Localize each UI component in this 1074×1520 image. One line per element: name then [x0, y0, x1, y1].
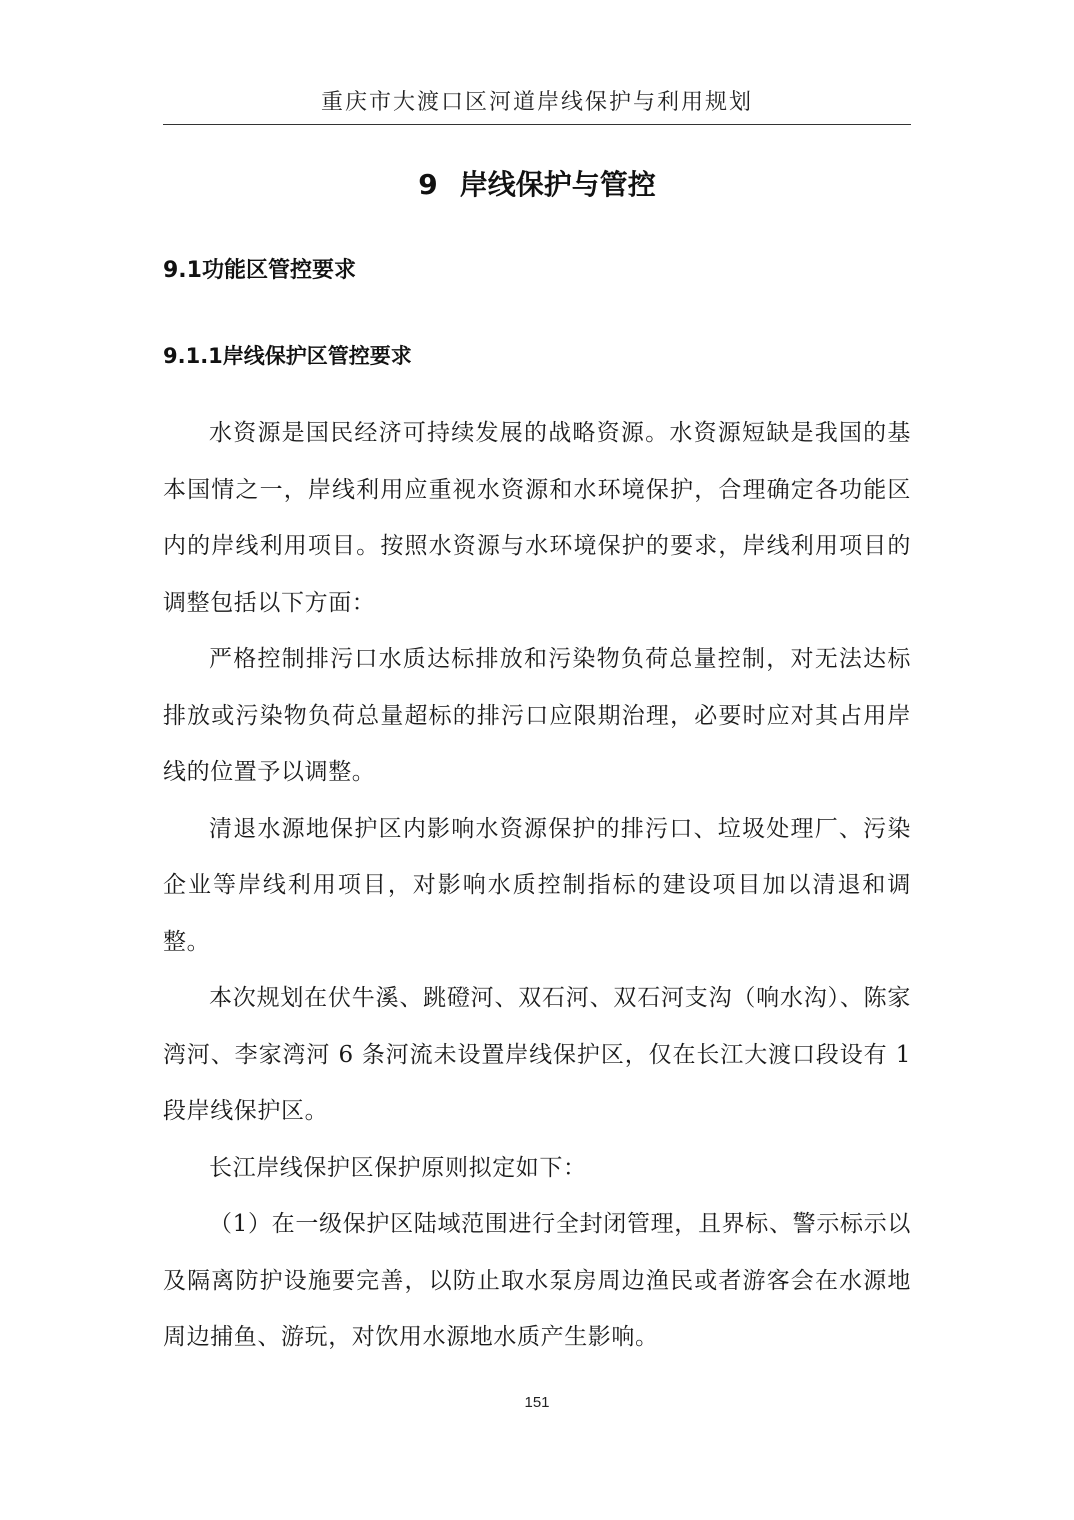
paragraph: （1）在一级保护区陆域范围进行全封闭管理，且界标、警示标示以及隔离防护设施要完善，以防止取水泵房周边渔民或者游客会在水源地周边捕鱼、游玩，对饮用水源地水质产生影响。: [163, 1211, 911, 1350]
chapter-title: [163, 165, 911, 205]
chapter-title-text: 岸线保护与管控: [459, 168, 656, 201]
section-title: 9.1功能区管控要求: [163, 258, 356, 283]
paragraph: 严格控制排污口水质达标排放和污染物负荷总量控制，对无法达标排放或污染物负荷总量超标的排污口应限期治理，必要时应对其占用岸线的位置予以调整。: [163, 646, 911, 785]
body-text: [163, 405, 911, 1366]
page-number: 151: [524, 1394, 550, 1411]
paragraph: 清退水源地保护区内影响水资源保护的排污口、垃圾处理厂、污染企业等岸线利用项目，对影响水质控制指标的建设项目加以清退和调整。: [163, 815, 911, 955]
paragraph: 长江岸线保护区保护原则拟定如下：: [209, 1154, 587, 1181]
paragraph: 水资源是国民经济可持续发展的战略资源。水资源短缺是我国的基本国情之一，岸线利用应重视水资源和水环境保护，合理确定各功能区内的岸线利用项目。按照水资源与水环境保护的要求，岸线利用项目的调整包括以下方面：: [163, 420, 911, 616]
subsection-title: 9.1.1岸线保护区管控要求: [163, 344, 412, 368]
chapter-number: 9: [418, 168, 438, 201]
header-divider: [163, 124, 911, 125]
running-header: 重庆市大渡口区河道岸线保护与利用规划: [320, 90, 753, 115]
paragraph: 本次规划在伏牛溪、跳磴河、双石河、双石河支沟（响水沟）、陈家湾河、李家湾河 6 条河流未设置岸线保护区，仅在长江大渡口段设有 1 段岸线保护区。: [163, 985, 911, 1124]
